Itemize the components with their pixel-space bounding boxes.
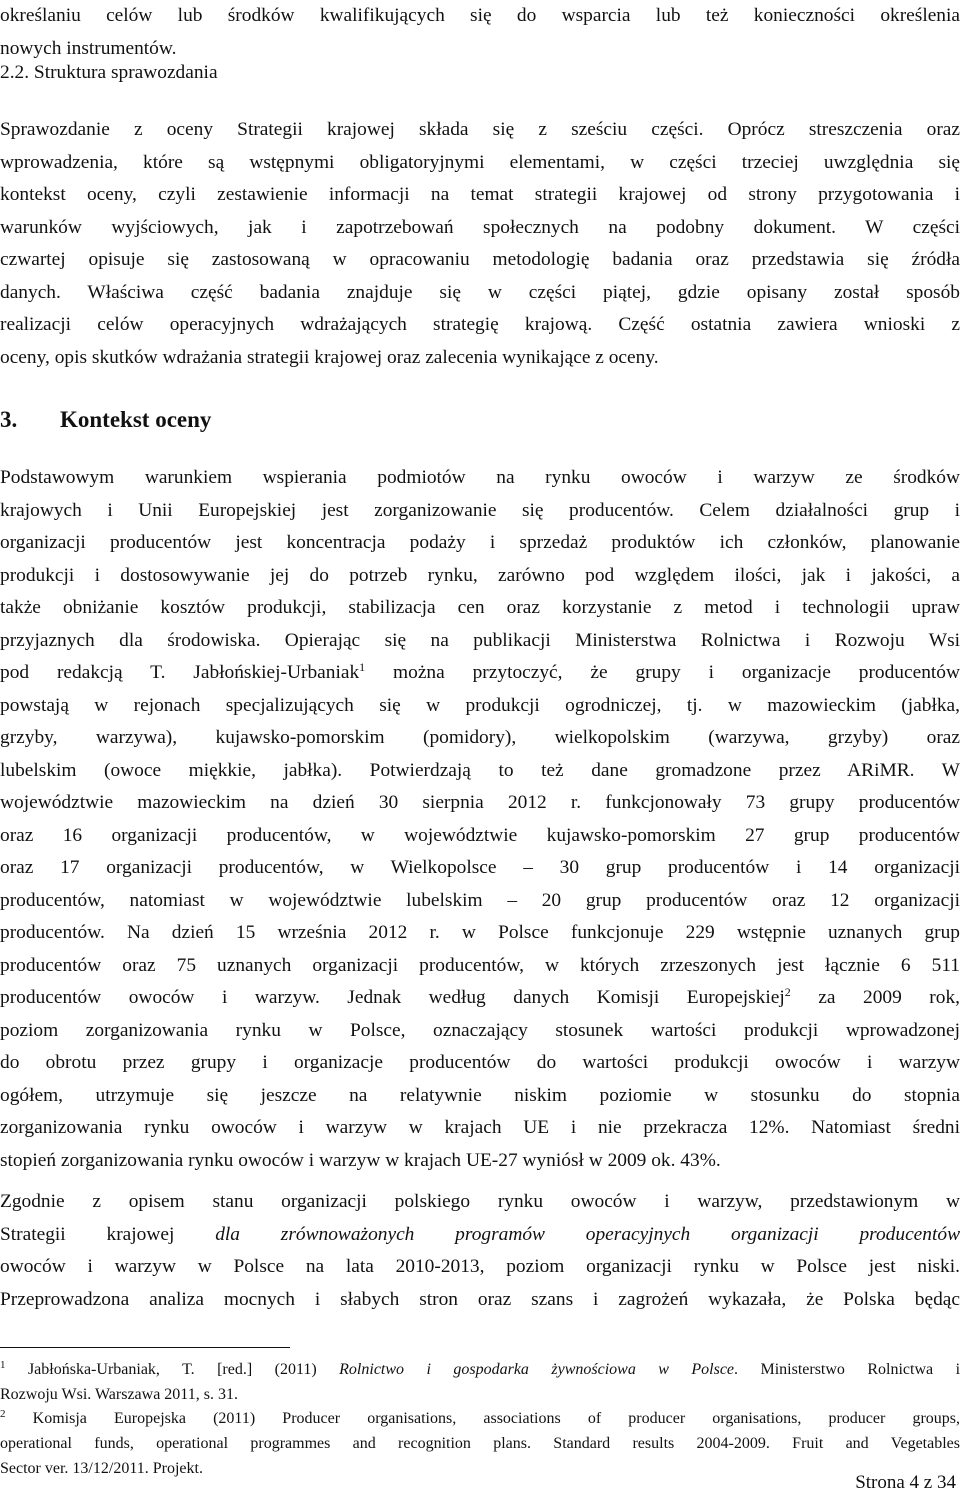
text-line: producentów, natomiast w województwie lubelskim – 20 grup producentów oraz 12 organizacji: [0, 889, 960, 911]
text-line: powstają w rejonach specjalizujących się w produkcji ogrodniczej, tj. w mazowieckim (jabłka,: [0, 694, 960, 716]
text-line: producentów oraz 75 uznanych organizacji producentów, w których zrzeszonych jest łącznie 6 511: [0, 954, 960, 976]
text-line: Sprawozdanie z oceny Strategii krajowej składa się z sześciu części. Oprócz streszczenia oraz: [0, 119, 960, 140]
text-line: Podstawowym warunkiem wspierania podmiotów na rynku owoców i warzyw ze środków: [0, 467, 960, 488]
cited-title: Rolnictwo i gospodarka żywnościowa w Polsce: [339, 1361, 735, 1378]
footnote-marker: 1: [0, 1359, 6, 1371]
text-line: pod redakcją T. Jabłońskiej-Urbaniak$^1$ można przytoczyć, że grupy i organizacje producentów: [0, 660, 960, 683]
section-number: 3.: [0, 407, 18, 432]
section-title: Kontekst oceny: [60, 407, 212, 432]
text-line: producentów. Na dzień 15 września 2012 r. w Polsce funkcjonuje 229 wstępnie uznanych grup: [0, 922, 960, 943]
footnote-line: Sector ver. 13/12/2011. Projekt.: [0, 1460, 203, 1477]
text-line: poziom zorganizowania rynku w Polsce, oznaczający stosunek wartości produkcji wprowadzonej: [0, 1019, 960, 1041]
text-line: stopień zorganizowania rynku owoców i warzyw w krajach UE-27 wyniósł w 2009 ok. 43%.: [0, 1149, 721, 1171]
paragraph-context: [0, 462, 960, 1177]
page-number: Strona 4 z 34: [855, 1472, 956, 1493]
footnote-line: $^1$ Jabłońska-Urbaniak, T. [red.] (2011) Rolnictwo i gospodarka żywnościowa w Polsce. Ministerstwo Rolnictwa i: [0, 1359, 960, 1378]
paragraph-strategy: [0, 1186, 960, 1316]
text-line: grzyby, warzywa), kujawsko-pomorskim (pomidory), wielkopolskim (warzywa, grzyby) oraz: [0, 727, 960, 748]
footnote-1: [0, 1357, 960, 1407]
text-line: oraz 17 organizacji producentów, w Wielkopolsce – 30 grup producentów i 14 organizacji: [0, 857, 960, 878]
text-line: także obniżanie kosztów produkcji, stabilizacja cen oraz korzystanie z metod i technologii upraw: [0, 597, 960, 618]
continued-paragraph: [0, 0, 960, 65]
text-line: określaniu celów lub środków kwalifikujących się do wsparcia lub też konieczności określenia: [0, 5, 960, 26]
text-line: zorganizowania rynku owoców i warzyw w krajach UE i nie przekracza 12%. Natomiast średni: [0, 1117, 960, 1138]
section-heading: [0, 402, 211, 438]
subsection-title: 2.2. Struktura sprawozdania: [0, 62, 218, 83]
text-line: produkcji i dostosowywanie jej do potrzeb rynku, zarówno pod względem ilości, jak i jakości, a: [0, 564, 960, 586]
text-line: krajowych i Unii Europejskiej jest zorganizowanie się producentów. Celem działalności grup i: [0, 499, 960, 521]
footnote-divider: [0, 1347, 290, 1348]
text-line: województwie mazowieckim na dzień 30 sierpnia 2012 r. funkcjonowały 73 grupy producentów: [0, 792, 960, 813]
footnote-marker: 2: [0, 1408, 6, 1420]
text-line: nowych instrumentów.: [0, 37, 177, 59]
footnote-line: Rozwoju Wsi. Warszawa 2011, s. 31.: [0, 1386, 238, 1403]
text-line: Zgodnie z opisem stanu organizacji polskiego rynku owoców i warzyw, przedstawionym w: [0, 1191, 960, 1212]
text-line: kontekst oceny, czyli zestawienie informacji na temat strategii krajowej od strony przygotowania i: [0, 184, 960, 205]
footnote-reference[interactable]: 2: [784, 985, 791, 999]
text-line: owoców i warzyw w Polsce na lata 2010-2013, poziom organizacji rynku w Polsce jest niski.: [0, 1256, 960, 1277]
text-line: producentów owoców i warzyw. Jednak według danych Komisji Europejskiej$^2$ za 2009 rok,: [0, 985, 960, 1008]
text-line: Strategii krajowej dla zrównoważonych programów operacyjnych organizacji producentów: [0, 1223, 960, 1245]
paragraph-structure: [0, 114, 960, 374]
text-line: realizacji celów operacyjnych wdrażających strategię krajową. Część ostatnia zawiera wnioski z: [0, 314, 960, 335]
footnote-line: operational funds, operational programmes and recognition plans. Standard results 2004-2009. Fruit and Vegetables: [0, 1435, 960, 1452]
text-line: oceny, opis skutków wdrażania strategii krajowej oraz zalecenia wynikające z oceny.: [0, 346, 659, 368]
footnote-2: [0, 1406, 960, 1481]
footnote-reference[interactable]: 1: [359, 660, 366, 674]
text-line: czwartej opisuje się zastosowaną w opracowaniu metodologię badania oraz przedstawia się źródła: [0, 249, 960, 270]
text-line: do obrotu przez grupy i organizacje producentów do wartości produkcji owoców i warzyw: [0, 1052, 960, 1073]
text-line: przyjaznych dla środowiska. Opierając się na publikacji Ministerstwa Rolnictwa i Rozwoju Wsi: [0, 629, 960, 651]
footnote-line: $^2$ Komisja Europejska (2011) Producer organisations, associations of producer organisations, producer groups,: [0, 1408, 960, 1427]
text-line: ogółem, utrzymuje się jeszcze na relatywnie niskim poziomie w stosunku do stopnia: [0, 1084, 960, 1106]
strategy-title: dla zrównoważonych programów operacyjnych organizacji producentów: [215, 1223, 960, 1245]
subsection-heading: [0, 57, 960, 90]
text-line: oraz 16 organizacji producentów, w województwie kujawsko-pomorskim 27 grup producentów: [0, 824, 960, 846]
text-line: Przeprowadzona analiza mocnych i słabych stron oraz szans i zagrożeń wykazała, że Polska będąc: [0, 1288, 960, 1310]
text-line: wprowadzenia, które są wstępnymi obligatoryjnymi elementami, w części trzeciej uwzględnia się: [0, 151, 960, 173]
text-line: warunków wyjściowych, jak i zapotrzebowań społecznych na podobny dokument. W części: [0, 216, 960, 238]
text-line: danych. Właściwa część badania znajduje się w części piątej, gdzie opisany został sposób: [0, 281, 960, 303]
text-line: lubelskim (owoce miękkie, jabłka). Potwierdzają to też dane gromadzone przez ARiMR. W: [0, 759, 960, 781]
text-line: organizacji producentów jest koncentracja podaży i sprzedaż produktów ich członków, planowanie: [0, 532, 960, 553]
